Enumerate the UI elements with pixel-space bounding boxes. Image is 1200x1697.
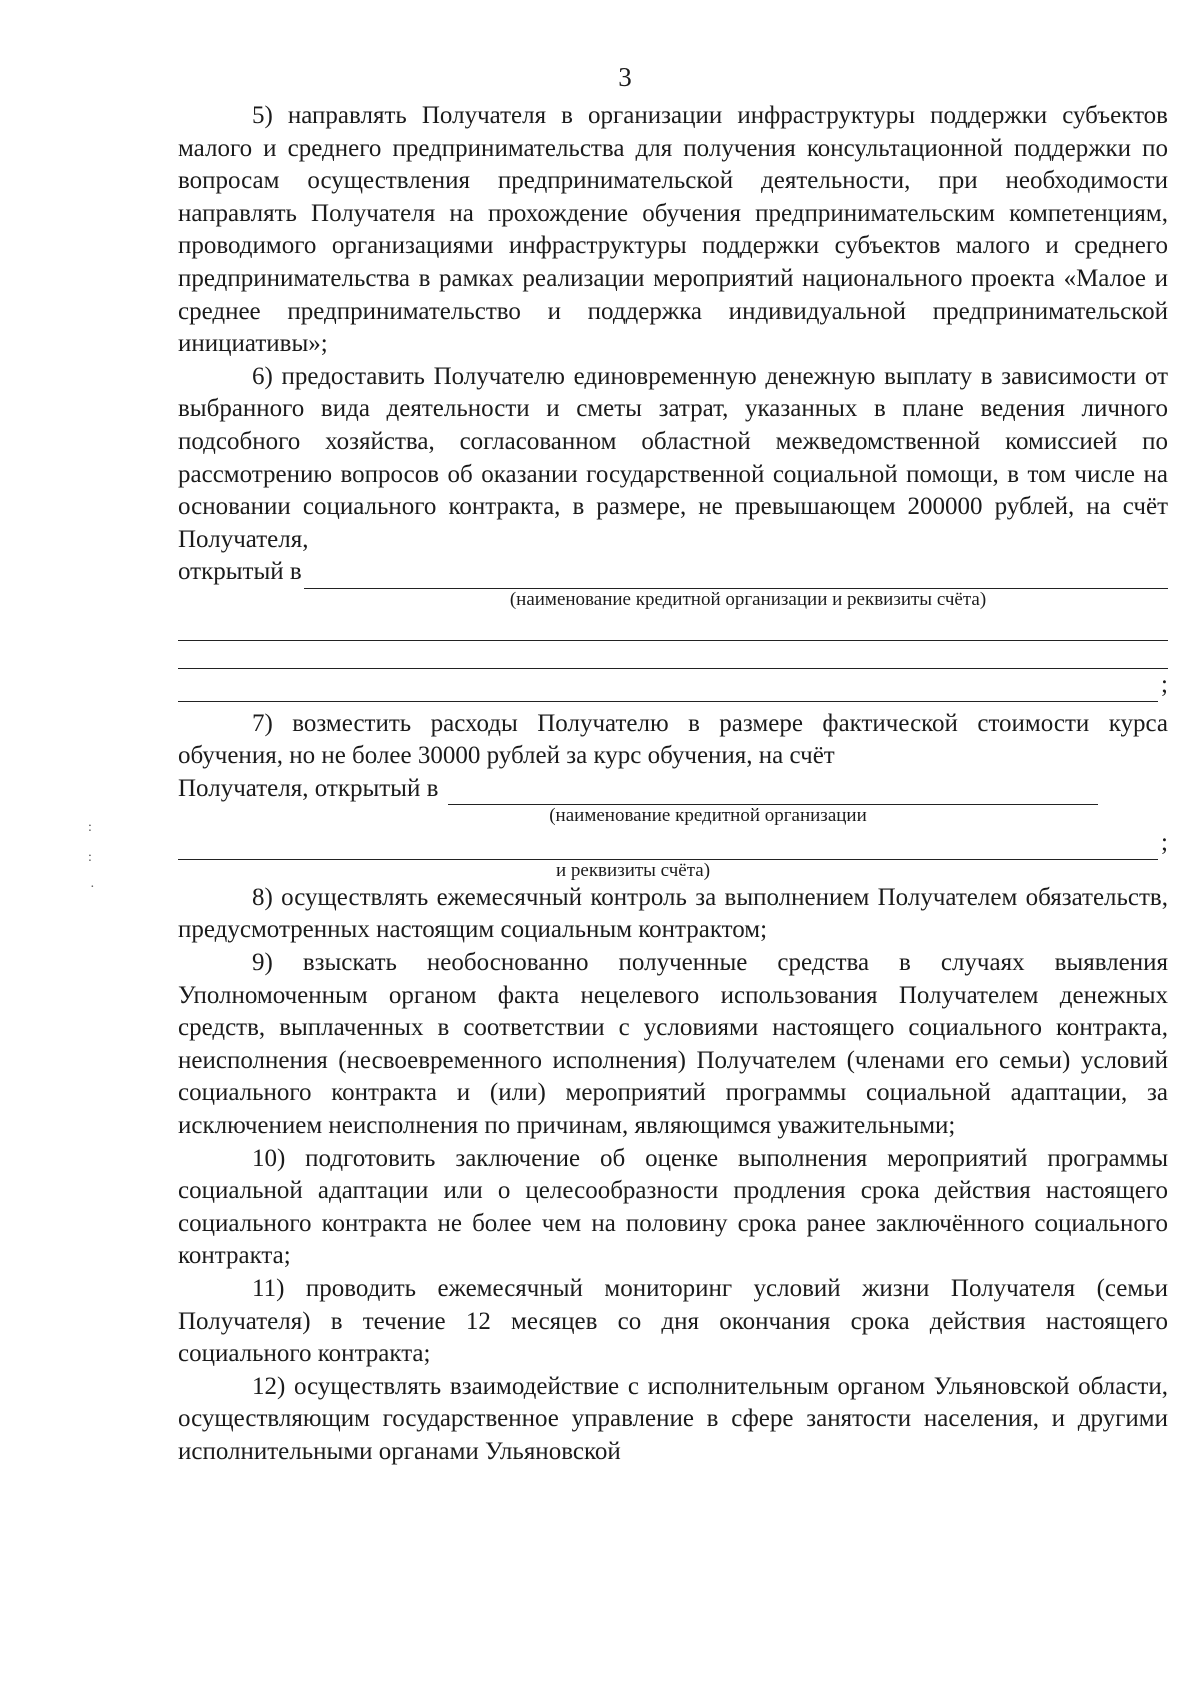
account-caption: (наименование кредитной организации (549, 805, 867, 827)
blank-line[interactable] (178, 679, 1158, 702)
page-number: 3 (618, 62, 632, 92)
account-label: открытый в (178, 558, 302, 586)
account-line-7 (178, 773, 1168, 806)
paragraph-11: 11) проводить ежемесячный мониторинг условий жизни Получателя (семьи Получателя) в течение 12 месяцев со дня окончания срока действия настоящего социального контракта; (178, 1275, 1168, 1368)
account-blank-field[interactable] (448, 782, 1098, 805)
blank-line-end (178, 669, 1168, 702)
blank-line[interactable] (178, 613, 1168, 641)
account-label: Получателя, открытый в (178, 774, 439, 802)
account-blank-field[interactable] (304, 566, 1168, 589)
account-caption: и реквизиты счёта) (555, 859, 711, 881)
paragraph-6: 6) предоставить Получателю единовременную денежную выплату в зависимости от выбранного вида деятельности и сметы затрат, указанных в плане ведения личного подсобного хозяйства, согласованном областной межведомственной комиссией по рассмотрению вопросов об оказании государственной социальной помощи, в том числе на основании социального контракта, в размере, не превышающем 200000 рублей, на счёт Получателя, (178, 362, 1168, 553)
margin-mark: · (90, 880, 95, 895)
paragraph-5: 5) направлять Получателя в организации инфраструктуры поддержки субъектов малого и среднего предпринимательства для получения консультационной поддержки по вопросам осуществления предпринимательской деятельности, при необходимости направлять Получателя на прохождение обучения предпринимательским компетенциям, проводимого организациями инфраструктуры поддержки субъектов малого и среднего предпринимательства в рамках реализации мероприятий национального проекта «Малое и среднее предпринимательство и поддержка индивидуальной предпринимательской инициативы»; (178, 102, 1168, 358)
blank-line[interactable] (178, 837, 1158, 860)
semicolon: ; (1161, 829, 1168, 857)
paragraph-10: 10) подготовить заключение об оценке выполнения мероприятий программы социальной адаптации или о целесообразности продления срока действия настоящего социального контракта не более чем на половину срока ранее заключённого социального контракта; (178, 1144, 1168, 1270)
semicolon: ; (1161, 670, 1168, 698)
paragraph-9: 9) взыскать необоснованно полученные средства в случаях выявления Уполномоченным органом факта нецелевого использования Получателем денежных средств, выплаченных в соответствии с условиями настоящего социального контракта, неисполнения (несвоевременного исполнения) Получателем (членами его семьи) условий социального контракта и (или) мероприятий программы социальной адаптации, за исключением неисполнения по причинам, являющимся уважительными; (178, 949, 1168, 1140)
blank-line-end (178, 827, 1168, 860)
margin-mark: : (88, 820, 92, 835)
blank-line[interactable] (178, 641, 1168, 669)
account-line-6 (178, 556, 1168, 589)
paragraph-12: 12) осуществлять взаимодействие с исполнительным органом Ульяновской области, осуществляющим государственное управление в сфере занятости населения, и другими исполнительными органами Ульяновской (178, 1372, 1168, 1465)
paragraph-7: 7) возместить расходы Получателю в размере фактической стоимости курса обучения, но не более 30000 рублей за курс обучения, на счёт (178, 709, 1168, 770)
margin-mark: : (88, 850, 92, 865)
account-caption: (наименование кредитной организации и реквизиты счёта) (509, 588, 987, 610)
paragraph-8: 8) осуществлять ежемесячный контроль за выполнением Получателем обязательств, предусмотренных настоящим социальным контрактом; (178, 883, 1168, 944)
document-body (178, 100, 1168, 1469)
